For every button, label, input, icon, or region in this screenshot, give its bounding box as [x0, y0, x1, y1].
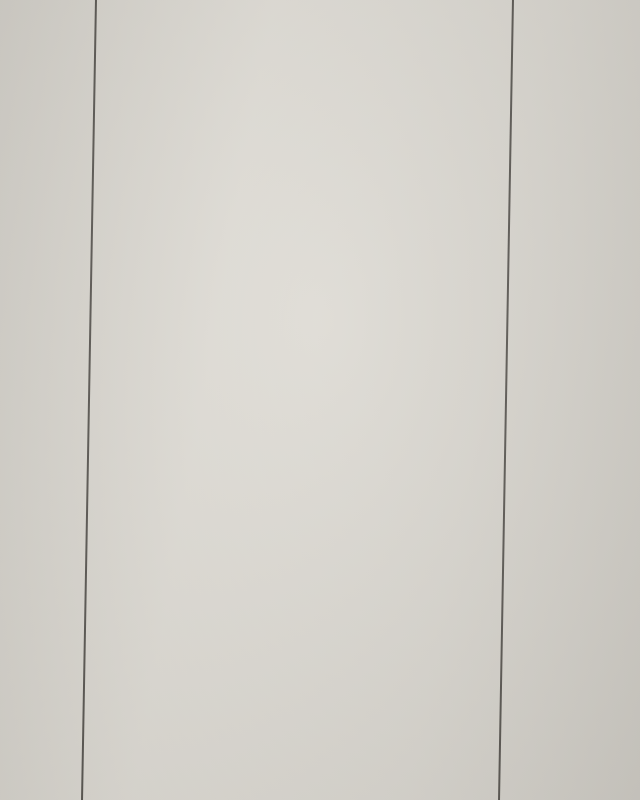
column-rule-right [498, 0, 513, 800]
column-rule-left [81, 0, 96, 800]
